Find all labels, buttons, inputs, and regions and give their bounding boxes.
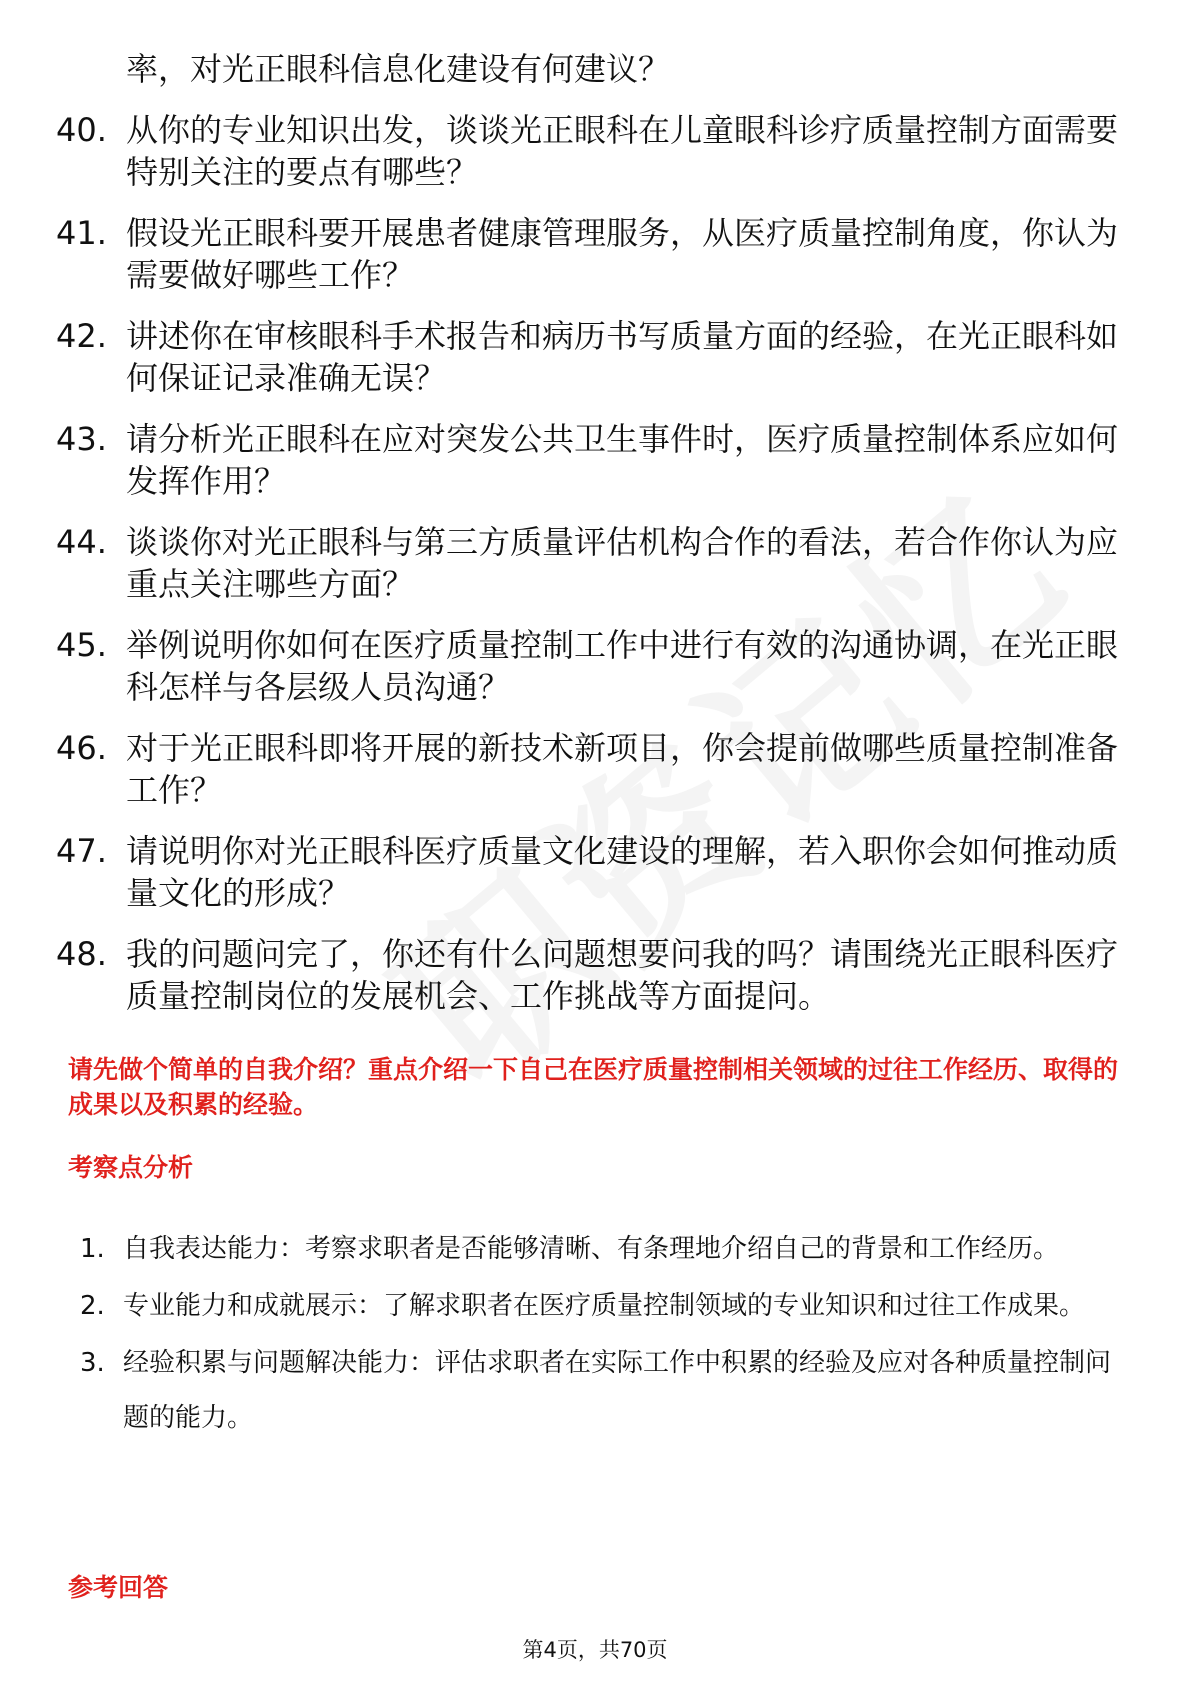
question-item	[56, 418, 1136, 502]
question-text: 讲述你在审核眼科手术报告和病历书写质量方面的经验，在光正眼科如何保证记录准确无误？	[126, 317, 1119, 397]
question-text: 请说明你对光正眼科医疗质量文化建设的理解，若入职你会如何推动质量文化的形成？	[126, 832, 1119, 912]
highlight-prompt: 请先做个简单的自我介绍？重点介绍一下自己在医疗质量控制相关领域的过往工作经历、取得的成果以及积累的经验。	[68, 1055, 1119, 1119]
question-text: 举例说明你如何在医疗质量控制工作中进行有效的沟通协调，在光正眼科怎样与各层级人员沟通？	[126, 626, 1119, 706]
question-number: 45.	[56, 626, 107, 664]
question-text: 我的问题问完了，你还有什么问题想要问我的吗？请围绕光正眼科医疗质量控制岗位的发展机会、工作挑战等方面提问。	[126, 935, 1119, 1015]
analysis-text: 自我表达能力：考察求职者是否能够清晰、有条理地介绍自己的背景和工作经历。	[123, 1234, 1060, 1264]
question-number: 42.	[56, 317, 107, 355]
question-text: 假设光正眼科要开展患者健康管理服务，从医疗质量控制角度，你认为需要做好哪些工作？	[126, 214, 1119, 294]
question-number: 47.	[56, 832, 107, 870]
analysis-number: 2.	[80, 1291, 105, 1321]
analysis-number: 3.	[80, 1348, 105, 1378]
question-number: 41.	[56, 214, 107, 252]
question-text: 请分析光正眼科在应对突发公共卫生事件时，医疗质量控制体系应如何发挥作用？	[126, 420, 1119, 500]
question-item	[56, 212, 1136, 296]
reference-title: 参考回答	[68, 1573, 169, 1602]
question-text: 从你的专业知识出发，谈谈光正眼科在儿童眼科诊疗质量控制方面需要特别关注的要点有哪些？	[126, 111, 1119, 191]
analysis-item	[80, 1336, 1120, 1446]
question-item	[56, 933, 1136, 1017]
question-continuation-text: 率，对光正眼科信息化建设有何建议？	[126, 50, 671, 88]
analysis-text: 经验积累与问题解决能力：评估求职者在实际工作中积累的经验及应对各种质量控制问题的能力。	[123, 1348, 1112, 1433]
question-item	[56, 315, 1136, 399]
question-number: 44.	[56, 523, 107, 561]
question-number: 43.	[56, 420, 107, 458]
question-continuation	[56, 48, 1136, 90]
question-item	[56, 624, 1136, 708]
question-text: 对于光正眼科即将开展的新技术新项目，你会提前做哪些质量控制准备工作？	[126, 729, 1119, 809]
page-footer: 第4页，共70页	[522, 1638, 668, 1662]
analysis-title: 考察点分析	[68, 1153, 194, 1182]
question-number: 40.	[56, 111, 107, 149]
question-item	[56, 727, 1136, 811]
analysis-text: 专业能力和成就展示：了解求职者在医疗质量控制领域的专业知识和过往工作成果。	[123, 1291, 1086, 1321]
question-number: 48.	[56, 935, 107, 973]
analysis-item	[80, 1222, 1120, 1277]
analysis-list	[80, 1222, 1120, 1448]
question-number: 46.	[56, 729, 107, 767]
analysis-item	[80, 1279, 1120, 1334]
question-text: 谈谈你对光正眼科与第三方质量评估机构合作的看法，若合作你认为应重点关注哪些方面？	[126, 523, 1119, 603]
question-list	[56, 48, 1136, 1036]
analysis-number: 1.	[80, 1234, 105, 1264]
question-item	[56, 830, 1136, 914]
question-item	[56, 521, 1136, 605]
question-item	[56, 109, 1136, 193]
